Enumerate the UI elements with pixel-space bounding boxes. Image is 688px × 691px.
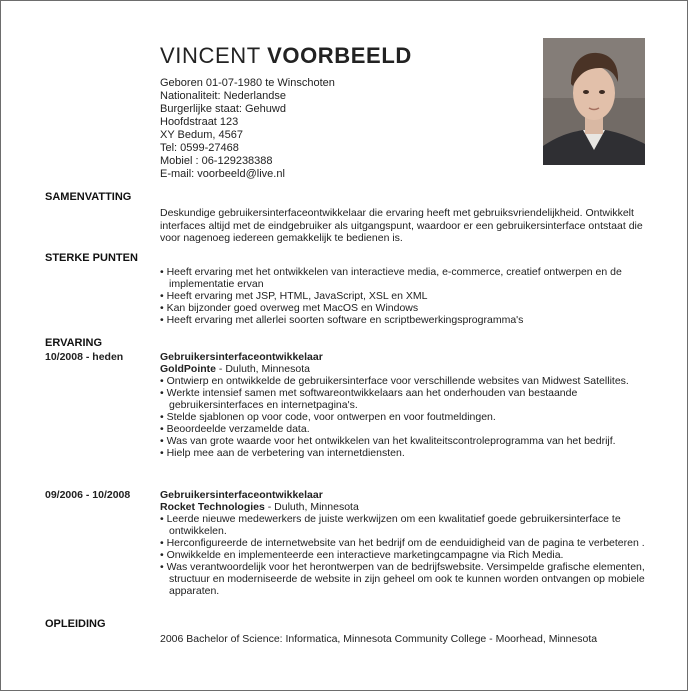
job-2-company: Rocket Technologies (160, 501, 265, 513)
list-item: • Was verantwoordelijk voor het herontwerpen van de bedrijfswebsite. Versimpelde grafische elementen, structuur en moderniseerde de website in zijn geheel om ook te kunnen worden ontvangen op mobiele apparaten. (160, 561, 650, 597)
job-2-location: - Duluth, Minnesota (264, 501, 359, 513)
education-text: 2006 Bachelor of Science: Informatica, Minnesota Community College - Moorhead, Minnesota (160, 633, 598, 645)
job-1 (160, 351, 650, 459)
education-heading: OPLEIDING (45, 618, 106, 630)
job-1-dates: 10/2008 - heden (45, 351, 124, 363)
list-item: • Hielp mee aan de verbetering van internetdiensten. (160, 447, 650, 459)
last-name: VOORBEELD (267, 43, 412, 68)
list-item: • Beoordeelde verzamelde data. (160, 423, 650, 435)
job-2-dates: 09/2006 - 10/2008 (45, 489, 131, 501)
street-address: Hoofdstraat 123 (160, 116, 239, 128)
nationality: Nationaliteit: Nederlandse (160, 90, 286, 102)
list-item: • Ontwierp en ontwikkelde de gebruikersinterface voor verschillende websites van Midwest Satellites. (160, 375, 650, 387)
list-item: • Kan bijzonder goed overweg met MacOS en Windows (160, 302, 650, 314)
profile-photo (543, 38, 645, 165)
mobile: Mobiel : 06-129238388 (160, 155, 273, 167)
list-item: • Onwikkelde en implementeerde een interactieve marketingcampagne via Rich Media. (160, 549, 650, 561)
portrait-image (543, 38, 645, 165)
marital-status: Burgerlijke staat: Gehuwd (160, 103, 286, 115)
list-item: • Leerde nieuwe medewerkers de juiste werkwijzen om een kwalitatief goede gebruikersinterface te ontwikkelen. (160, 513, 650, 537)
candidate-name (160, 43, 412, 69)
city-postal: XY Bedum, 4567 (160, 129, 243, 141)
first-name: VINCENT (160, 43, 261, 68)
experience-heading: ERVARING (45, 337, 103, 349)
job-2-company-line (160, 501, 650, 513)
job-1-title: Gebruikersinterfaceontwikkelaar (160, 351, 323, 363)
list-item: • Heeft ervaring met het ontwikkelen van interactieve media, e-commerce, creatief ontwerpen en de implementatie ervan (160, 266, 650, 290)
list-item: • Werkte intensief samen met softwareontwikkelaars aan het onderhouden van bestaande gebruikersinterfaces en internetpagina's. (160, 387, 650, 411)
list-item: • Stelde sjablonen op voor code, voor ontwerpen en voor foutmeldingen. (160, 411, 650, 423)
strengths-heading: STERKE PUNTEN (45, 252, 138, 264)
job-1-company: GoldPointe (160, 363, 216, 375)
job-2 (160, 489, 650, 597)
phone: Tel: 0599-27468 (160, 142, 239, 154)
list-item: • Heeft ervaring met JSP, HTML, JavaScript, XSL en XML (160, 290, 650, 302)
summary-text: Deskundige gebruikersinterfaceontwikkelaar die ervaring heeft met gebruiksvriendelijkheid. Ontwikkelt interfaces altijd met de eindgebruiker als uitgangspunt, waardoor er een gebruikersinterface ontstaat die voor nagenoeg iedereen gemakkelijk te bedienen is. (160, 207, 643, 244)
list-item: • Was van grote waarde voor het ontwikkelen van het kwaliteitscontroleprogramma van het bedrijf. (160, 435, 650, 447)
list-item: • Heeft ervaring met allerlei soorten software en scriptbewerkingsprogramma's (160, 314, 650, 326)
contact-block (160, 77, 335, 181)
job-1-location: - Duluth, Minnesota (216, 363, 310, 375)
email: E-mail: voorbeeld@live.nl (160, 168, 285, 180)
summary-heading: SAMENVATTING (45, 191, 132, 203)
list-item: • Herconfigureerde de internetwebsite van het bedrijf om de eenduidigheid van de pagina te verbeteren . (160, 537, 650, 549)
birth-info: Geboren 01-07-1980 te Winschoten (160, 77, 335, 89)
job-2-title: Gebruikersinterfaceontwikkelaar (160, 489, 323, 501)
job-1-company-line (160, 363, 650, 375)
strengths-list (160, 266, 650, 326)
